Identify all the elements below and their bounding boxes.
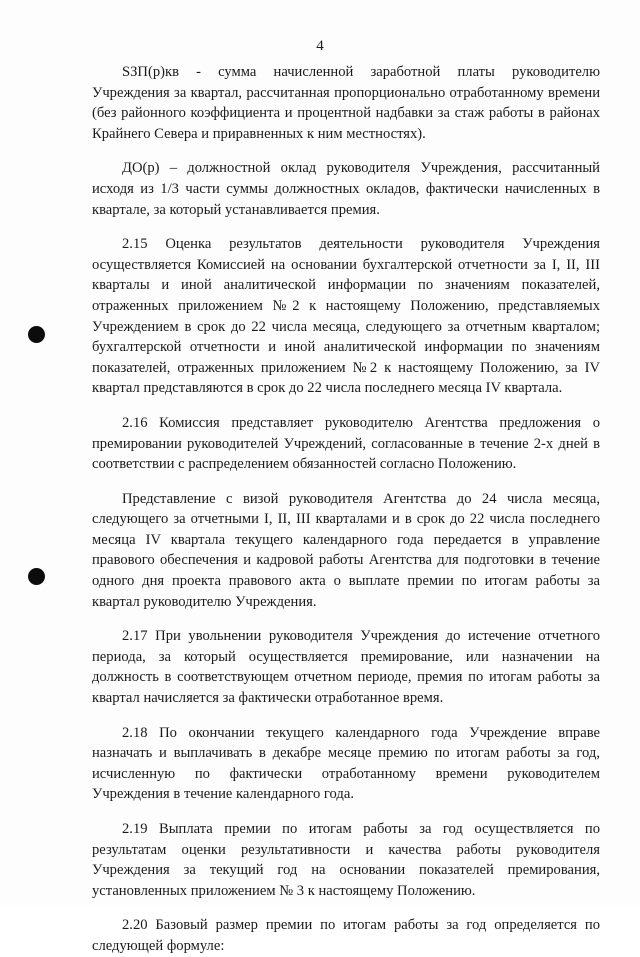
document-body: [92, 62, 600, 957]
page-number: 4: [316, 38, 324, 54]
paragraph-representation: Представление с визой руководителя Агентства до 24 числа месяца, следующего за отчетными I, II, III кварталами и в срок до 22 числа последнего месяца IV квартала текущего календарного года передается в управление правового обеспечения и кадровой работы Агентства для подготовки в течение одного дня проекта правового акта о выплате премии по итогам работы за квартал руководителю Учреждения.: [92, 490, 600, 610]
paragraph-2-17: 2.17 При увольнении руководителя Учреждения до истечение отчетного периода, за который осуществляется премирование, или назначении на должность в соответствующем отчетном периоде, премия по итогам работы за квартал начисляется за фактически отработанное время.: [92, 628, 600, 707]
paragraph-2-20: 2.20 Базовый размер премии по итогам работы за год определяется по следующей формуле:: [92, 917, 600, 954]
paragraph-2-18: 2.18 По окончании текущего календарного года Учреждение вправе назначать и выплачивать в декабре месяце премию по итогам работы за год, исчисленную по фактически отработанному времени руководителем Учреждения в течение календарного года.: [92, 724, 600, 803]
punch-hole: [28, 568, 45, 585]
paragraph-2-19: 2.19 Выплата премии по итогам работы за год осуществляется по результатам оценки результативности и качества работы руководителя Учреждения за текущий год на основании показателей премирования, установленных приложением № 3 к настоящему Положению.: [92, 821, 600, 899]
paragraph-2-16: 2.16 Комиссия представляет руководителю Агентства предложения о премировании руководителей Учреждений, согласованные в течение 2-х дней в соответствии с распределением обязанностей согласно Положению.: [92, 414, 600, 473]
paragraph-do-definition: ДО(р) – должностной оклад руководителя Учреждения, рассчитанный исходя из 1/3 части суммы должностных окладов, фактически начисленных в квартале, за который устанавливается премия.: [92, 160, 600, 218]
punch-hole: [28, 326, 45, 343]
paragraph-szp-definition: SЗП(р)кв - сумма начисленной заработной платы руководителю Учреждения за квартал, рассчитанная пропорционально отработанному времени (без районного коэффициента и процентной надбавки за стаж работы в районах Крайнего Севера и приравненных к ним местностях).: [92, 64, 600, 142]
paragraph-2-15: 2.15 Оценка результатов деятельности руководителя Учреждения осуществляется Комиссией на основании бухгалтерской отчетности за I, II, III кварталы и иной аналитической информации по значениям показателей, отраженных приложением №2 к настоящему Положению, представляемых Учреждением в срок до 22 числа месяца, следующего за отчетным кварталом; бухгалтерской отчетности и иной аналитической информации по значениям показателей, отраженных приложением №2 к настоящему Положению, за IV квартал представляются в срок до 22 числа последнего месяца IV квартала.: [92, 236, 600, 397]
